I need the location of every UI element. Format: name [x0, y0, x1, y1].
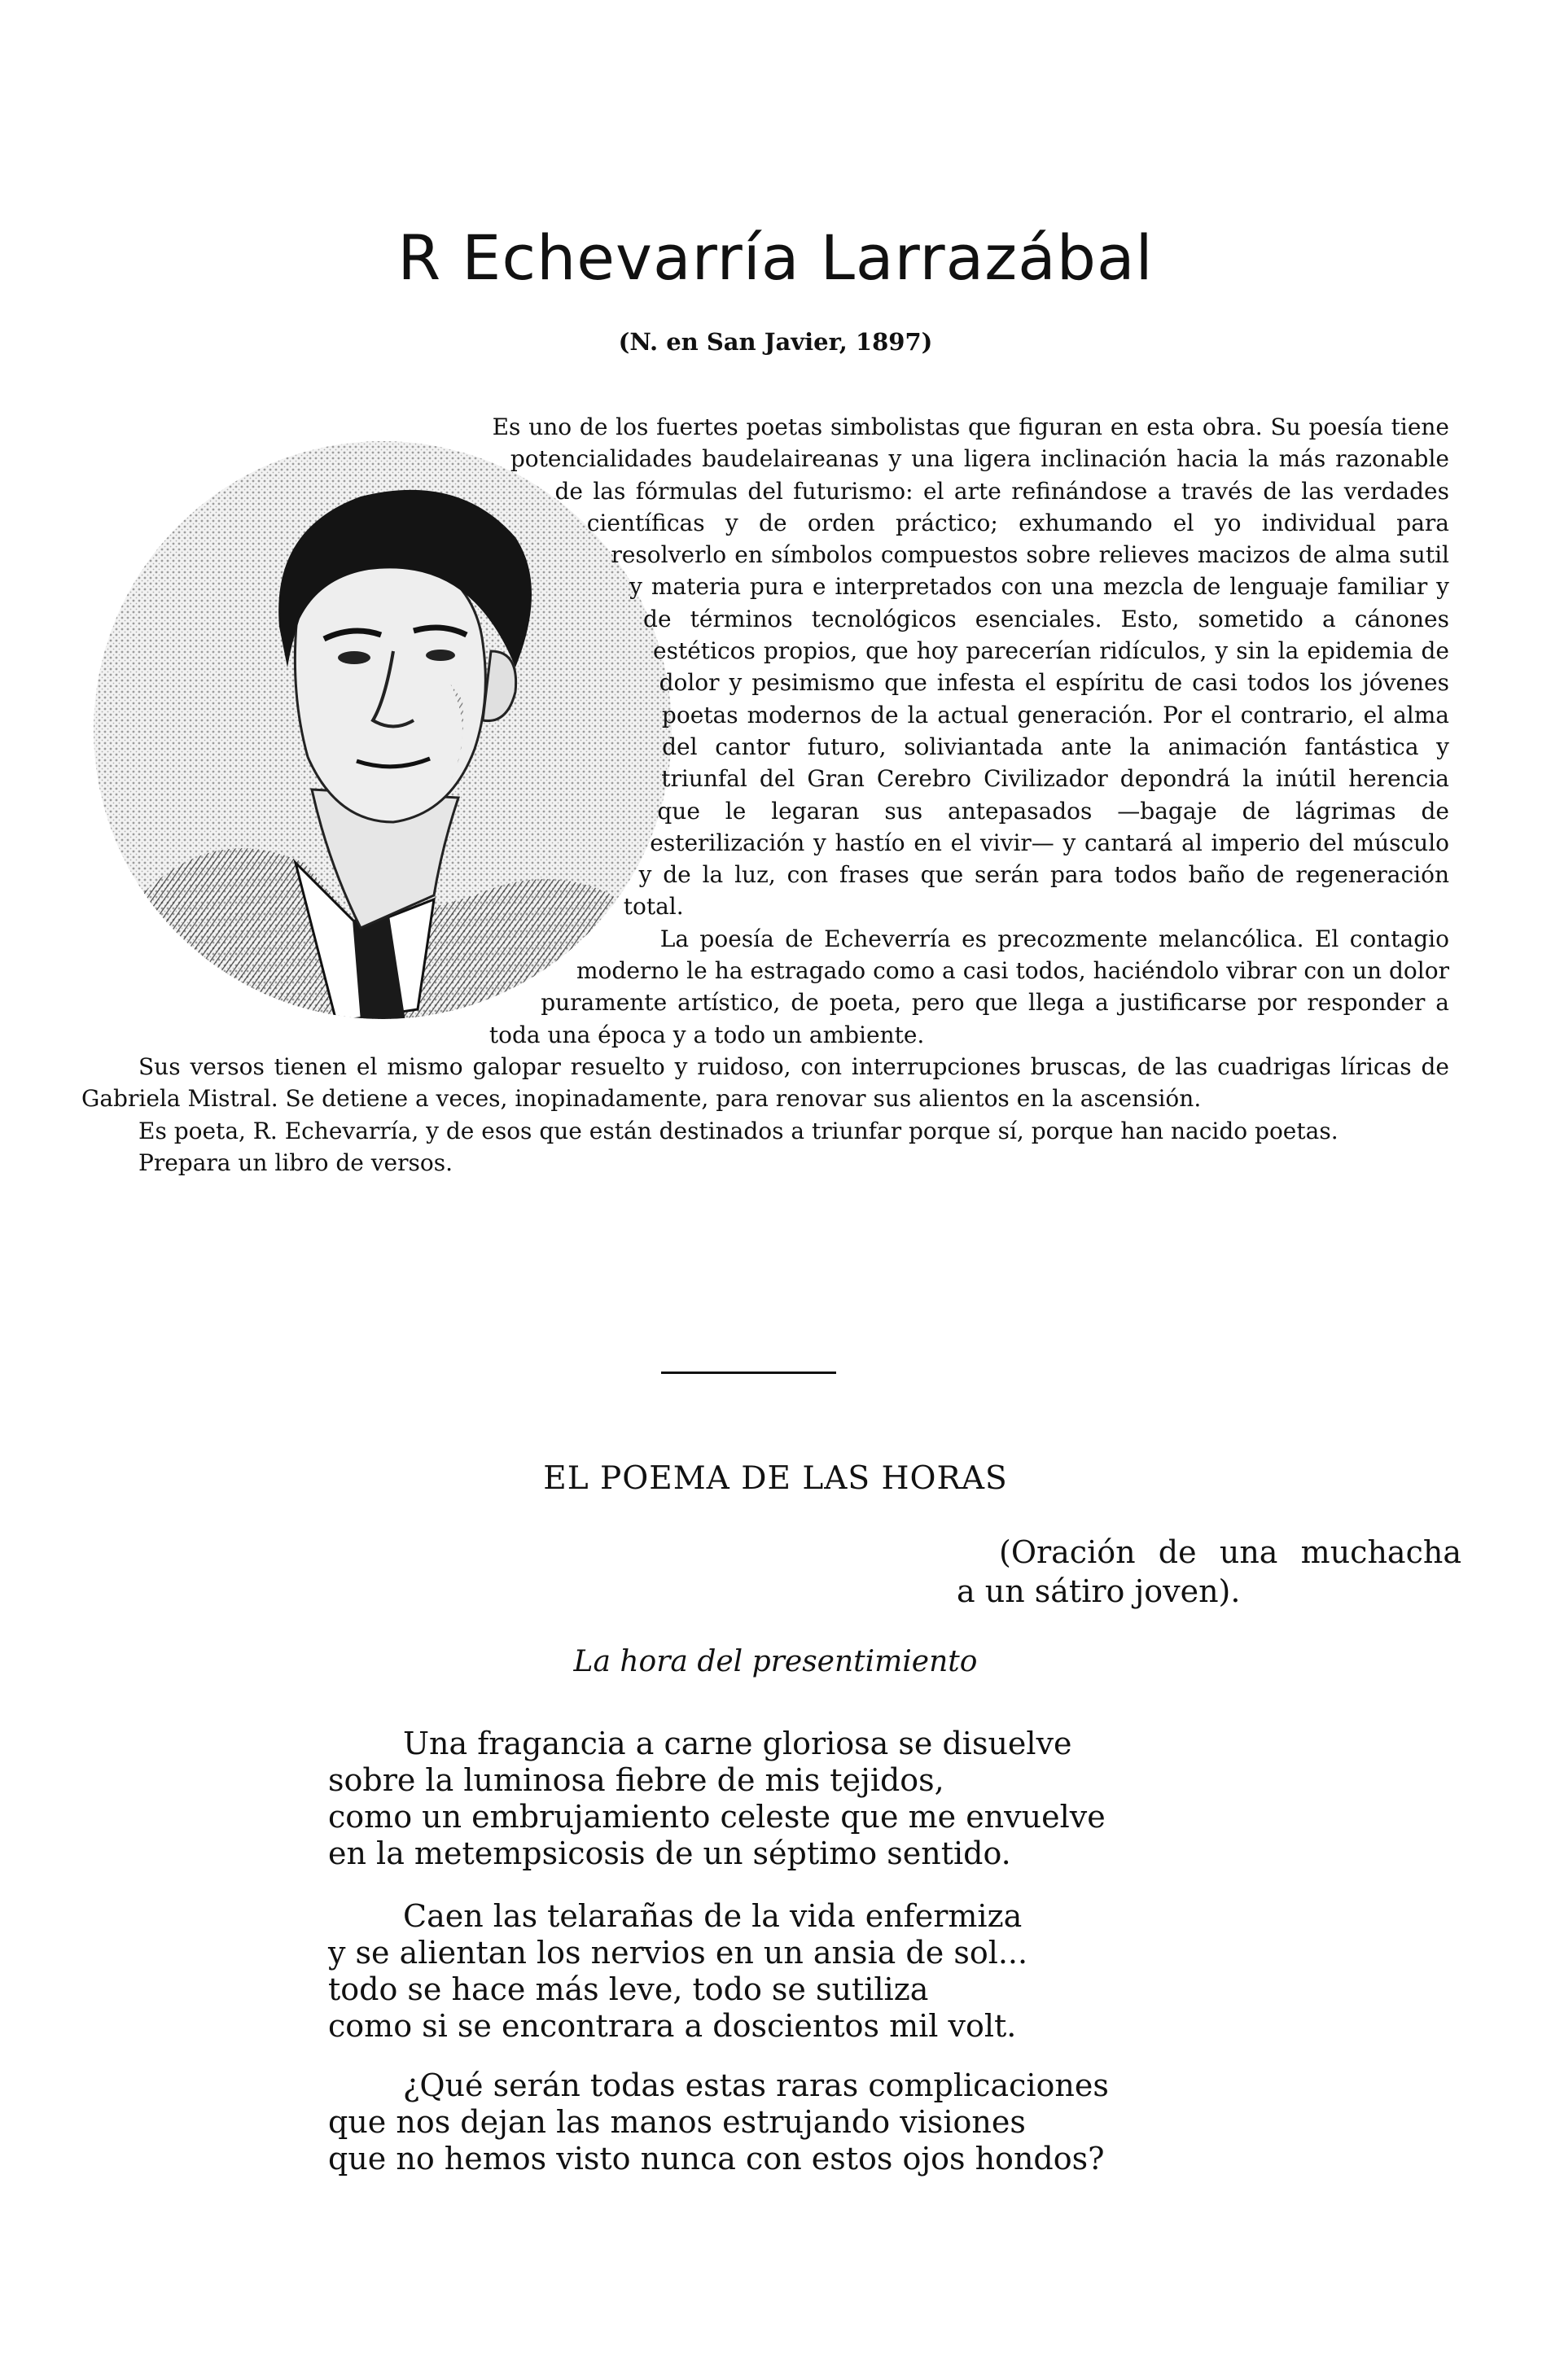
verse-line: sobre la luminosa fiebre de mis tejidos,: [328, 1762, 944, 1798]
poem-title: EL POEMA DE LAS HORAS: [543, 1460, 1008, 1497]
poem-stanza: [328, 1726, 1264, 1872]
bio-paragraph: Prepara un libro de versos.: [138, 1148, 453, 1176]
verse-line: y se alientan los nervios en un ansia de sol...: [328, 1935, 1028, 1971]
verse-line: como si se encontrara a doscientos mil volt.: [328, 2008, 1017, 2044]
verse-line: en la metempsicosis de un séptimo sentido.: [328, 1835, 1011, 1871]
verse-line: Una fragancia a carne gloriosa se disuelve: [403, 1726, 1072, 1761]
poem-stanza: [328, 2067, 1264, 2177]
verse-line: que no hemos visto nunca con estos ojos hondos?: [328, 2141, 1105, 2177]
bio-paragraph: Sus versos tienen el mismo galopar resuelto y ruidoso, con interrupciones bruscas, de las cuadrigas líricas de Gabriela Mistral. Se detiene a veces, inopinadamente, para renovar sus alientos en la ascensión.: [81, 1052, 1449, 1113]
verse-line: que nos dejan las manos estrujando visiones: [328, 2104, 1026, 2140]
bio-paragraph: La poesía de Echeverría es precozmente melancólica. El contagio moderno le ha estragado como a casi todos, haciéndolo vibrar con un dolor puramente artístico, de poeta, pero que llega a justificarse por responder a toda una época y a todo un ambiente.: [489, 925, 1449, 1048]
author-birth-note: (N. en San Javier, 1897): [618, 328, 933, 356]
bio-paragraph: Es poeta, R. Echevarría, y de esos que están destinados a triunfar porque sí, porque han nacido poetas.: [138, 1117, 1339, 1144]
poem-section-title: La hora del presentimiento: [573, 1645, 978, 1678]
bio-paragraph: Es uno de los fuertes poetas simbolistas que figuran en esta obra. Su poesía tiene potencialidades baudelaireanas y una ligera inclinación hacia la más razonable de las fórmulas del futurismo: el arte refinándose a través de las verdades científicas y de orden práctico; exhumando el yo individual para resolverlo en símbolos compuestos sobre relieves macizos de alma sutil y materia pura e interpretados con una mezcla de lenguaje familiar y de términos tecnológicos esenciales. Esto, sometido a cánones estéticos propios, que hoy parecerían ridículos, y sin la epidemia de dolor y pesimismo que infesta el espíritu de casi todos los jóvenes poetas modernos de la actual generación. Por el contrario, el alma del cantor futuro, soliviantada ante la animación fantástica y triunfal del Gran Cerebro Civilizador depondrá la inútil herencia que le legaran sus antepasados —bagaje de lágrimas de esterilización y hastío en el vivir— y cantará al imperio del músculo y de la luz, con frases que serán para todos baño de regeneración total.: [492, 413, 1449, 921]
page-title: R Echevarría Larrazábal: [397, 221, 1154, 294]
dedication-line: a un sátiro joven).: [957, 1573, 1241, 1609]
poem-stanza: [328, 1898, 1264, 2045]
poem-dedication: [957, 1533, 1461, 1611]
verse-line: todo se hace más leve, todo se sutiliza: [328, 1971, 929, 2007]
section-divider: [661, 1372, 836, 1374]
verse-line: ¿Qué serán todas estas raras complicaciones: [403, 2067, 1109, 2103]
biography-text: [81, 411, 1449, 1179]
dedication-line: (Oración de una muchacha: [999, 1534, 1461, 1570]
verse-line: Caen las telarañas de la vida enfermiza: [403, 1898, 1023, 1934]
verse-line: como un embrujamiento celeste que me envuelve: [328, 1799, 1106, 1835]
